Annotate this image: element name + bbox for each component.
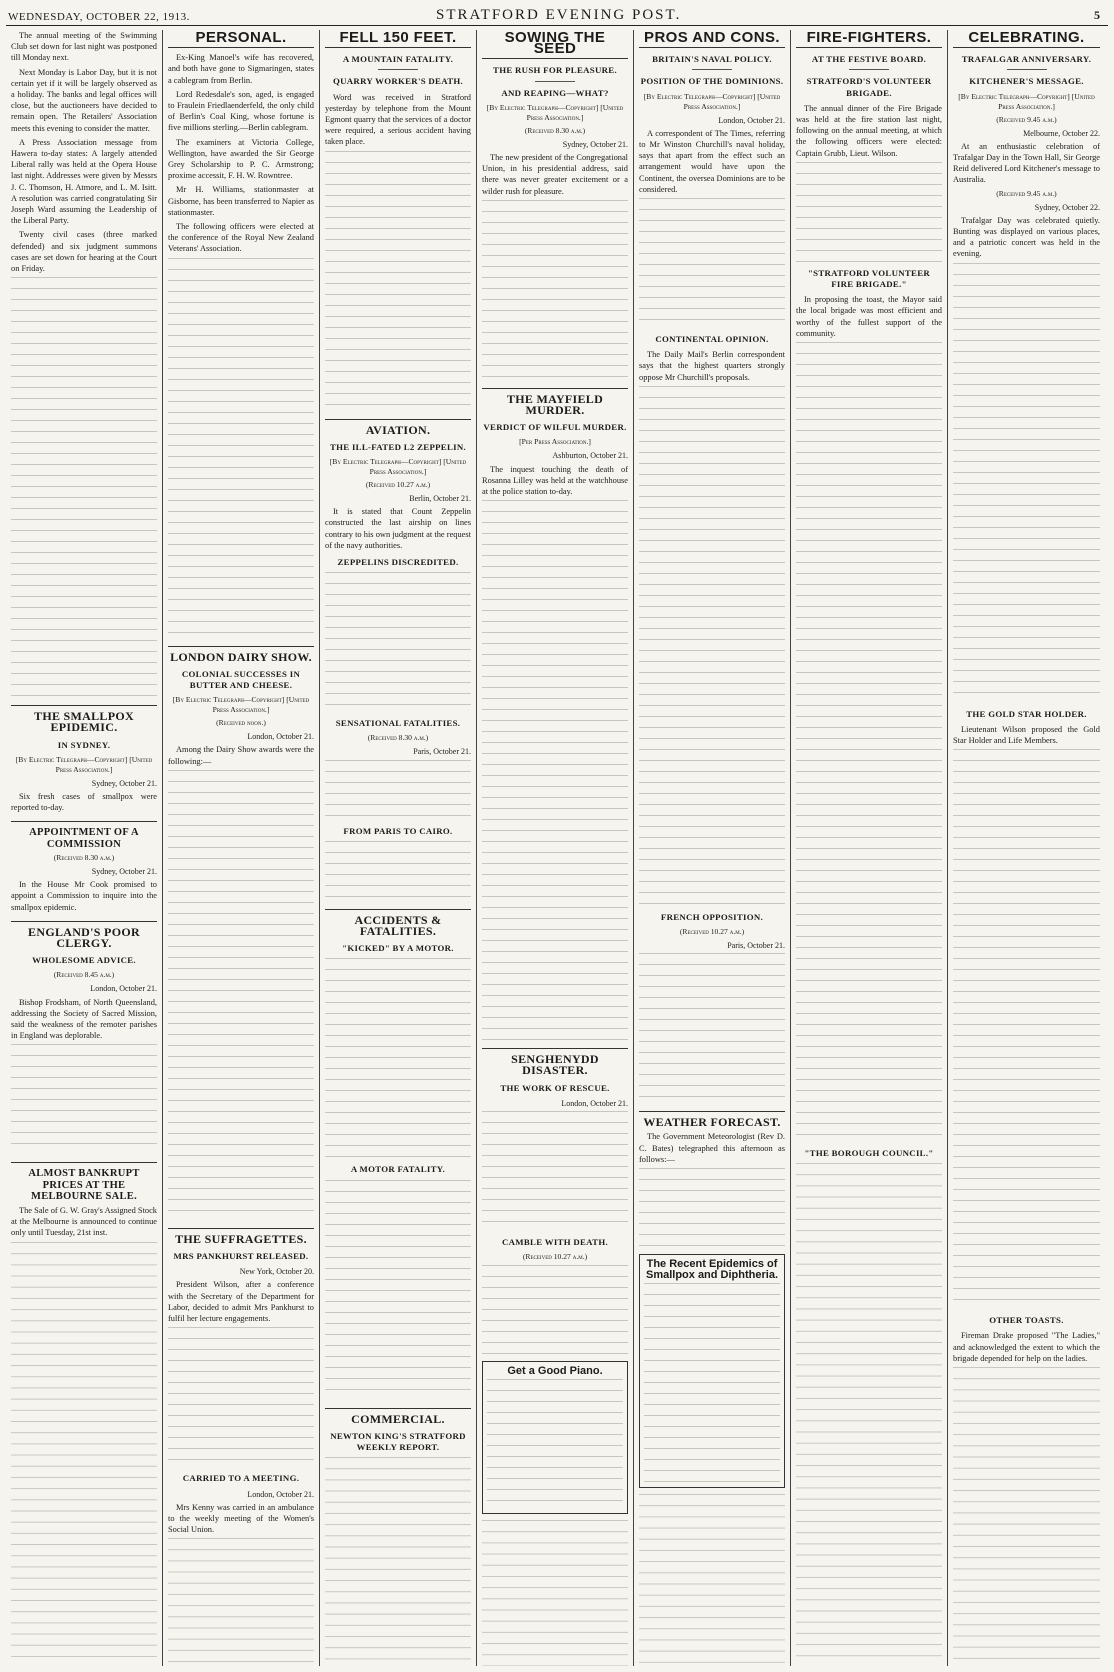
article-paragraph: Word was received in Stratford yesterday by telephone from the Mount Egmont quarry that the services of a doctor were required, a serious accident having taken place. [325, 92, 471, 147]
article-paragraph: The Daily Mail's Berlin correspondent says that the highest quarters strongly oppose Mr Churchill's proposals. [639, 350, 785, 382]
subhead-naval: BRITAIN'S NAVAL POLICY. [652, 54, 772, 65]
subhead-festive: AT THE FESTIVE BOARD. [811, 54, 927, 65]
text-lines [482, 1111, 628, 1231]
subhead-mountain: A MOUNTAIN FATALITY. [342, 54, 454, 65]
headline-fell: FELL 150 FEET. [325, 30, 471, 48]
text-lines [487, 1379, 623, 1509]
text-lines [953, 263, 1100, 703]
article-paragraph: The following officers were elected at the conference of the Royal New Zealand Veterans' Association. [168, 222, 314, 254]
text-lines [168, 770, 314, 1220]
dateline: London, October 21. [561, 1098, 628, 1108]
newspaper-title: STRATFORD EVENING POST. [436, 7, 682, 23]
headline-dairy: LONDON DAIRY SHOW. [168, 646, 314, 663]
wire-credit: [By Electric Telegraph—Copyright] [United Press Association.] [15, 754, 153, 774]
subhead-quarry: QUARRY WORKER'S DEATH. [332, 76, 464, 87]
text-lines [325, 1457, 471, 1666]
dateline: Sydney, October 21. [91, 866, 157, 876]
dateline: Sydney, October 21. [91, 778, 157, 788]
subhead-carried: CARRIED TO A MEETING. [182, 1473, 300, 1484]
received-time: (Received 10.27 a.m.) [679, 927, 745, 937]
headline-personal: PERSONAL. [168, 30, 314, 48]
wire-credit: [By Electric Telegraph—Copyright] [United Press Association.] [329, 457, 467, 477]
column-2 [163, 30, 320, 1666]
article-paragraph: Mr H. Williams, stationmaster at Gisborne, has been transferred to Napier as stationmaster. [168, 185, 314, 217]
text-lines [639, 386, 785, 906]
wire-credit: [Per Press Association.] [519, 437, 591, 447]
text-lines [953, 1367, 1100, 1666]
page-number: 5 [1094, 8, 1100, 22]
column-1 [6, 30, 163, 1666]
text-lines [168, 1327, 314, 1467]
article-paragraph: The annual meeting of the Swimming Club set down for last night was postponed till Monday next. [11, 31, 157, 63]
headline-mayfield: THE MAYFIELD MURDER. [482, 388, 628, 416]
text-lines [482, 1265, 628, 1355]
subhead-gold-star: THE GOLD STAR HOLDER. [966, 708, 1087, 719]
article-paragraph: Twenty civil cases (three marked defended) and six judgment summons cases are set down for hearing at the Court on Friday. [11, 230, 157, 274]
headline-aviation: AVIATION. [325, 419, 471, 436]
article-paragraph: President Wilson, after a conference with the Secretary of the Department for Labor, decided to admit Mrs Pankhurst to fulfil her lecture engagements. [168, 1280, 314, 1324]
received-time: (Received 10.27 a.m.) [365, 480, 431, 490]
text-lines [796, 162, 942, 262]
text-lines [482, 1520, 628, 1666]
article-paragraph: The Sale of G. W. Gray's Assigned Stock at the Melbourne is announced to continue only until Tuesday, 21st inst. [11, 1205, 157, 1238]
article-paragraph: A Press Association message from Hawera to-day states: A largely attended Liberal rally was held at the Opera House last night. Addresses were given by Messrs J. C. Thomson, H. Atmore, and L. M. Isitt. A resolution was carried congratulating Sir Joseph Ward assuming the Leadership of the Liberal Party. [11, 137, 157, 226]
subhead-reaping: AND REAPING—WHAT? [501, 87, 609, 98]
headline-commercial: COMMERCIAL. [325, 1408, 471, 1425]
text-lines [644, 1283, 780, 1483]
wire-credit: [By Electric Telegraph—Copyright] [United Press Association.] [958, 91, 1095, 111]
headline-celebrating: CELEBRATING. [953, 30, 1100, 48]
subhead-rescue: THE WORK OF RESCUE. [500, 1082, 610, 1093]
article-paragraph: Fireman Drake proposed "The Ladies," and acknowledged the extent to which the brigade depended for help on the ladies. [953, 1331, 1100, 1363]
advert-title: The Recent Epidemics of Smallpox and Diphtheria. [645, 1258, 779, 1282]
subhead-kicked: "KICKED" BY A MOTOR. [342, 943, 454, 954]
received-time: (Received 8.30 a.m.) [524, 125, 586, 135]
subhead-trafalgar: TRAFALGAR ANNIVERSARY. [961, 54, 1092, 65]
dateline: Ashburton, October 21. [552, 451, 628, 461]
divider [849, 69, 889, 70]
article-paragraph: At an enthusiastic celebration of Trafalgar Day in the Town Hall, Sir George Reid delivered Lord Kitchener's message to Australia. [953, 141, 1100, 185]
text-lines [796, 1163, 942, 1666]
article-paragraph: Among the Dairy Show awards were the following:— [168, 745, 314, 766]
article-paragraph: Lieutenant Wilson proposed the Gold Star Holder and Life Members. [953, 724, 1100, 746]
text-lines [953, 749, 1100, 1309]
text-lines [639, 198, 785, 328]
article-paragraph: Ex-King Manoel's wife has recovered, and both have gone to Sigmaringen, states a cablegram from Berlin. [168, 53, 314, 85]
dateline: Melbourne, October 22. [1023, 128, 1100, 138]
subhead-pankhurst: MRS PANKHURST RELEASED. [173, 1251, 309, 1262]
article-paragraph: Trafalgar Day was celebrated quietly. Bunting was displayed on various places, and a patriotic concert was held in the evening. [953, 215, 1100, 259]
text-lines [325, 572, 471, 712]
headline-pros-cons: PROS AND CONS. [639, 30, 785, 48]
subhead-camble: CAMBLE WITH DEATH. [501, 1237, 608, 1248]
dateline: London, October 21. [247, 732, 314, 742]
column-7 [948, 30, 1105, 1666]
dateline: Paris, October 21. [727, 941, 785, 951]
article-paragraph: In the House Mr Cook promised to appoint a Commission to inquire into the smallpox epidemic. [11, 880, 157, 912]
subhead-discredited: ZEPPELINS DISCREDITED. [337, 557, 459, 568]
subhead-rush: THE RUSH FOR PLEASURE. [493, 65, 617, 76]
text-lines [482, 500, 628, 1040]
article-paragraph: Six fresh cases of smallpox were reported to-day. [11, 792, 157, 813]
received-time: (Received 8.45 a.m.) [53, 970, 115, 980]
headline-senghenydd: SENGHENYDD DISASTER. [482, 1048, 628, 1076]
column-5 [634, 30, 791, 1666]
text-lines [325, 151, 471, 411]
column-4 [477, 30, 634, 1666]
divider [535, 81, 575, 82]
article-paragraph: The annual dinner of the Fire Brigade was held at the fire station last night, following on the annual meeting, at which the following officers were elected: Captain Grubb, Lieut. Wilson. [796, 103, 942, 158]
text-lines [639, 1168, 785, 1248]
article-paragraph: Next Monday is Labor Day, but it is not certain yet if it will be largely observed as a holiday. The banks and legal offices will close, but the auctioneers have decided to remain open. The Retailers' Association meets this evening to consider the matter. [11, 67, 157, 133]
subhead-paris-cairo: FROM PARIS TO CAIRO. [343, 825, 453, 836]
article-paragraph: Lord Redesdale's son, aged, is engaged to Fraulein Friedlaenderfeld, the only child of Berlin's Coal King, whose fortune is five millions sterling.—Berlin cablegram. [168, 89, 314, 133]
headline-clergy: ENGLAND'S POOR CLERGY. [11, 921, 157, 949]
dateline: London, October 21. [247, 1489, 314, 1499]
text-lines [325, 958, 471, 1158]
article-paragraph: The new president of the Congregational Union, in his presidential address, said there was never greater excitement or a wilder rush for pleasure. [482, 153, 628, 196]
article-paragraph: Bishop Frodsham, of North Queensland, addressing the Society of Sacred Mission, said the weakness of the remoter parishes in England was deplorable. [11, 997, 157, 1041]
text-lines [168, 258, 314, 638]
article-paragraph: Mrs Kenny was carried in an ambulance to the weekly meeting of the Women's Social Union. [168, 1502, 314, 1535]
headline-suffragettes: THE SUFFRAGETTES. [168, 1228, 314, 1245]
wire-credit: [By Electric Telegraph—Copyright] [United Press Association.] [172, 695, 310, 715]
subhead-borough: "THE BOROUGH COUNCIL." [804, 1148, 934, 1159]
received-time: (Received 9.45 a.m.) [996, 188, 1057, 198]
received-time: (Received 9.45 a.m.) [996, 114, 1057, 124]
advert-piano [482, 1361, 628, 1514]
article-paragraph: A correspondent of The Times, referring to Mr Winston Churchill's naval holiday, says that apart from the effect such an arrangement would have upon the Continent, the oversea Dominions are to be considered. [639, 128, 785, 194]
dateline: Berlin, October 21. [409, 494, 471, 504]
dateline: Paris, October 21. [413, 747, 471, 757]
headline-bankrupt: ALMOST BANKRUPT PRICES AT THE MELBOURNE SALE. [11, 1162, 157, 1202]
headline-weather: WEATHER FORECAST. [639, 1111, 785, 1128]
divider [378, 69, 418, 70]
text-lines [482, 200, 628, 380]
subhead-kitchener: KITCHENER'S MESSAGE. [969, 76, 1084, 87]
subhead-other-toasts: OTHER TOASTS. [989, 1315, 1064, 1326]
dateline: London, October 21. [90, 984, 157, 994]
subhead-continental: CONTINENTAL OPINION. [655, 334, 769, 345]
article-paragraph: It is stated that Count Zeppelin constructed the last airship on lines contrary to his own judgment at the request of the navy authorities. [325, 507, 471, 550]
headline-commission: APPOINTMENT OF A COMMISSION [11, 821, 157, 849]
text-lines [168, 1538, 314, 1666]
headline-sowing: SOWING THE SEED [482, 30, 628, 59]
subhead-sensational: SENSATIONAL FATALITIES. [335, 718, 461, 729]
dateline: Sydney, October 21. [562, 139, 628, 149]
article-paragraph: The examiners at Victoria College, Wellington, have awarded the Sir George Grey Scholarship to P. C. Armstrong; proxime accessit, F. H. W. Rowntree. [168, 137, 314, 181]
columns [6, 30, 1108, 1666]
advert-title: Get a Good Piano. [507, 1365, 603, 1378]
received-time: (Received noon.) [216, 718, 266, 728]
subhead-sydney: IN SYDNEY. [57, 739, 111, 750]
text-lines [11, 1044, 157, 1154]
column-3 [320, 30, 477, 1666]
text-lines [639, 953, 785, 1103]
wire-credit: [By Electric Telegraph—Copyright] [United Press Association.] [643, 91, 781, 111]
subhead-zeppelin: THE ILL-FATED L2 ZEPPELIN. [329, 441, 467, 452]
subhead-wholesome: WHOLESOME ADVICE. [32, 955, 136, 966]
headline-accidents: ACCIDENTS & FATALITIES. [325, 909, 471, 937]
text-lines [325, 841, 471, 901]
headline-smallpox: THE SMALLPOX EPIDEMIC. [11, 705, 157, 733]
divider [1007, 69, 1047, 70]
advert-epidemics [639, 1254, 785, 1488]
subhead-volunteer: STRATFORD'S VOLUNTEER BRIGADE. [806, 76, 932, 98]
text-lines [325, 760, 471, 820]
wire-credit: [By Electric Telegraph—Copyright] [United Press Association.] [486, 102, 624, 122]
headline-fire-fighters: FIRE-FIGHTERS. [796, 30, 942, 48]
column-6 [791, 30, 948, 1666]
article-paragraph: In proposing the toast, the Mayor said the local brigade was most efficient and worthy of the fullest support of the community. [796, 295, 942, 338]
subhead-newton-king: NEWTON KING'S STRATFORD WEEKLY REPORT. [330, 1430, 466, 1453]
subhead-verdict: VERDICT OF WILFUL MURDER. [483, 422, 627, 433]
subhead-dominions: POSITION OF THE DOMINIONS. [640, 76, 784, 87]
text-lines [325, 1180, 471, 1400]
article-paragraph: The inquest touching the death of Rosanna Lilley was held at the watchhouse at the police station to-day. [482, 464, 628, 497]
subhead-toast: "STRATFORD VOLUNTEER FIRE BRIGADE." [807, 267, 931, 290]
text-lines [11, 1242, 157, 1666]
dateline: New York, October 20. [239, 1267, 314, 1277]
article-paragraph: The Government Meteorologist (Rev D. C. Bates) telegraphed this afternoon as follows:— [639, 1132, 785, 1164]
subhead-french: FRENCH OPPOSITION. [660, 911, 764, 922]
subhead-colonial: COLONIAL SUCCESSES IN BUTTER AND CHEESE. [181, 668, 301, 691]
masthead [6, 4, 1108, 26]
text-lines [639, 1494, 785, 1666]
dateline: Sydney, October 22. [1034, 202, 1100, 212]
newspaper-page [6, 4, 1108, 1666]
subhead-motor-fatality: A MOTOR FATALITY. [350, 1164, 446, 1175]
received-time: (Received 8.30 a.m.) [53, 852, 115, 862]
text-lines [796, 342, 942, 1142]
divider [692, 69, 732, 70]
dateline: London, October 21. [718, 115, 785, 125]
received-time: (Received 10.27 a.m.) [522, 1252, 588, 1262]
text-lines [11, 277, 157, 697]
received-time: (Received 8.30 a.m.) [367, 733, 429, 743]
issue-date: WEDNESDAY, OCTOBER 22, 1913. [8, 11, 190, 23]
